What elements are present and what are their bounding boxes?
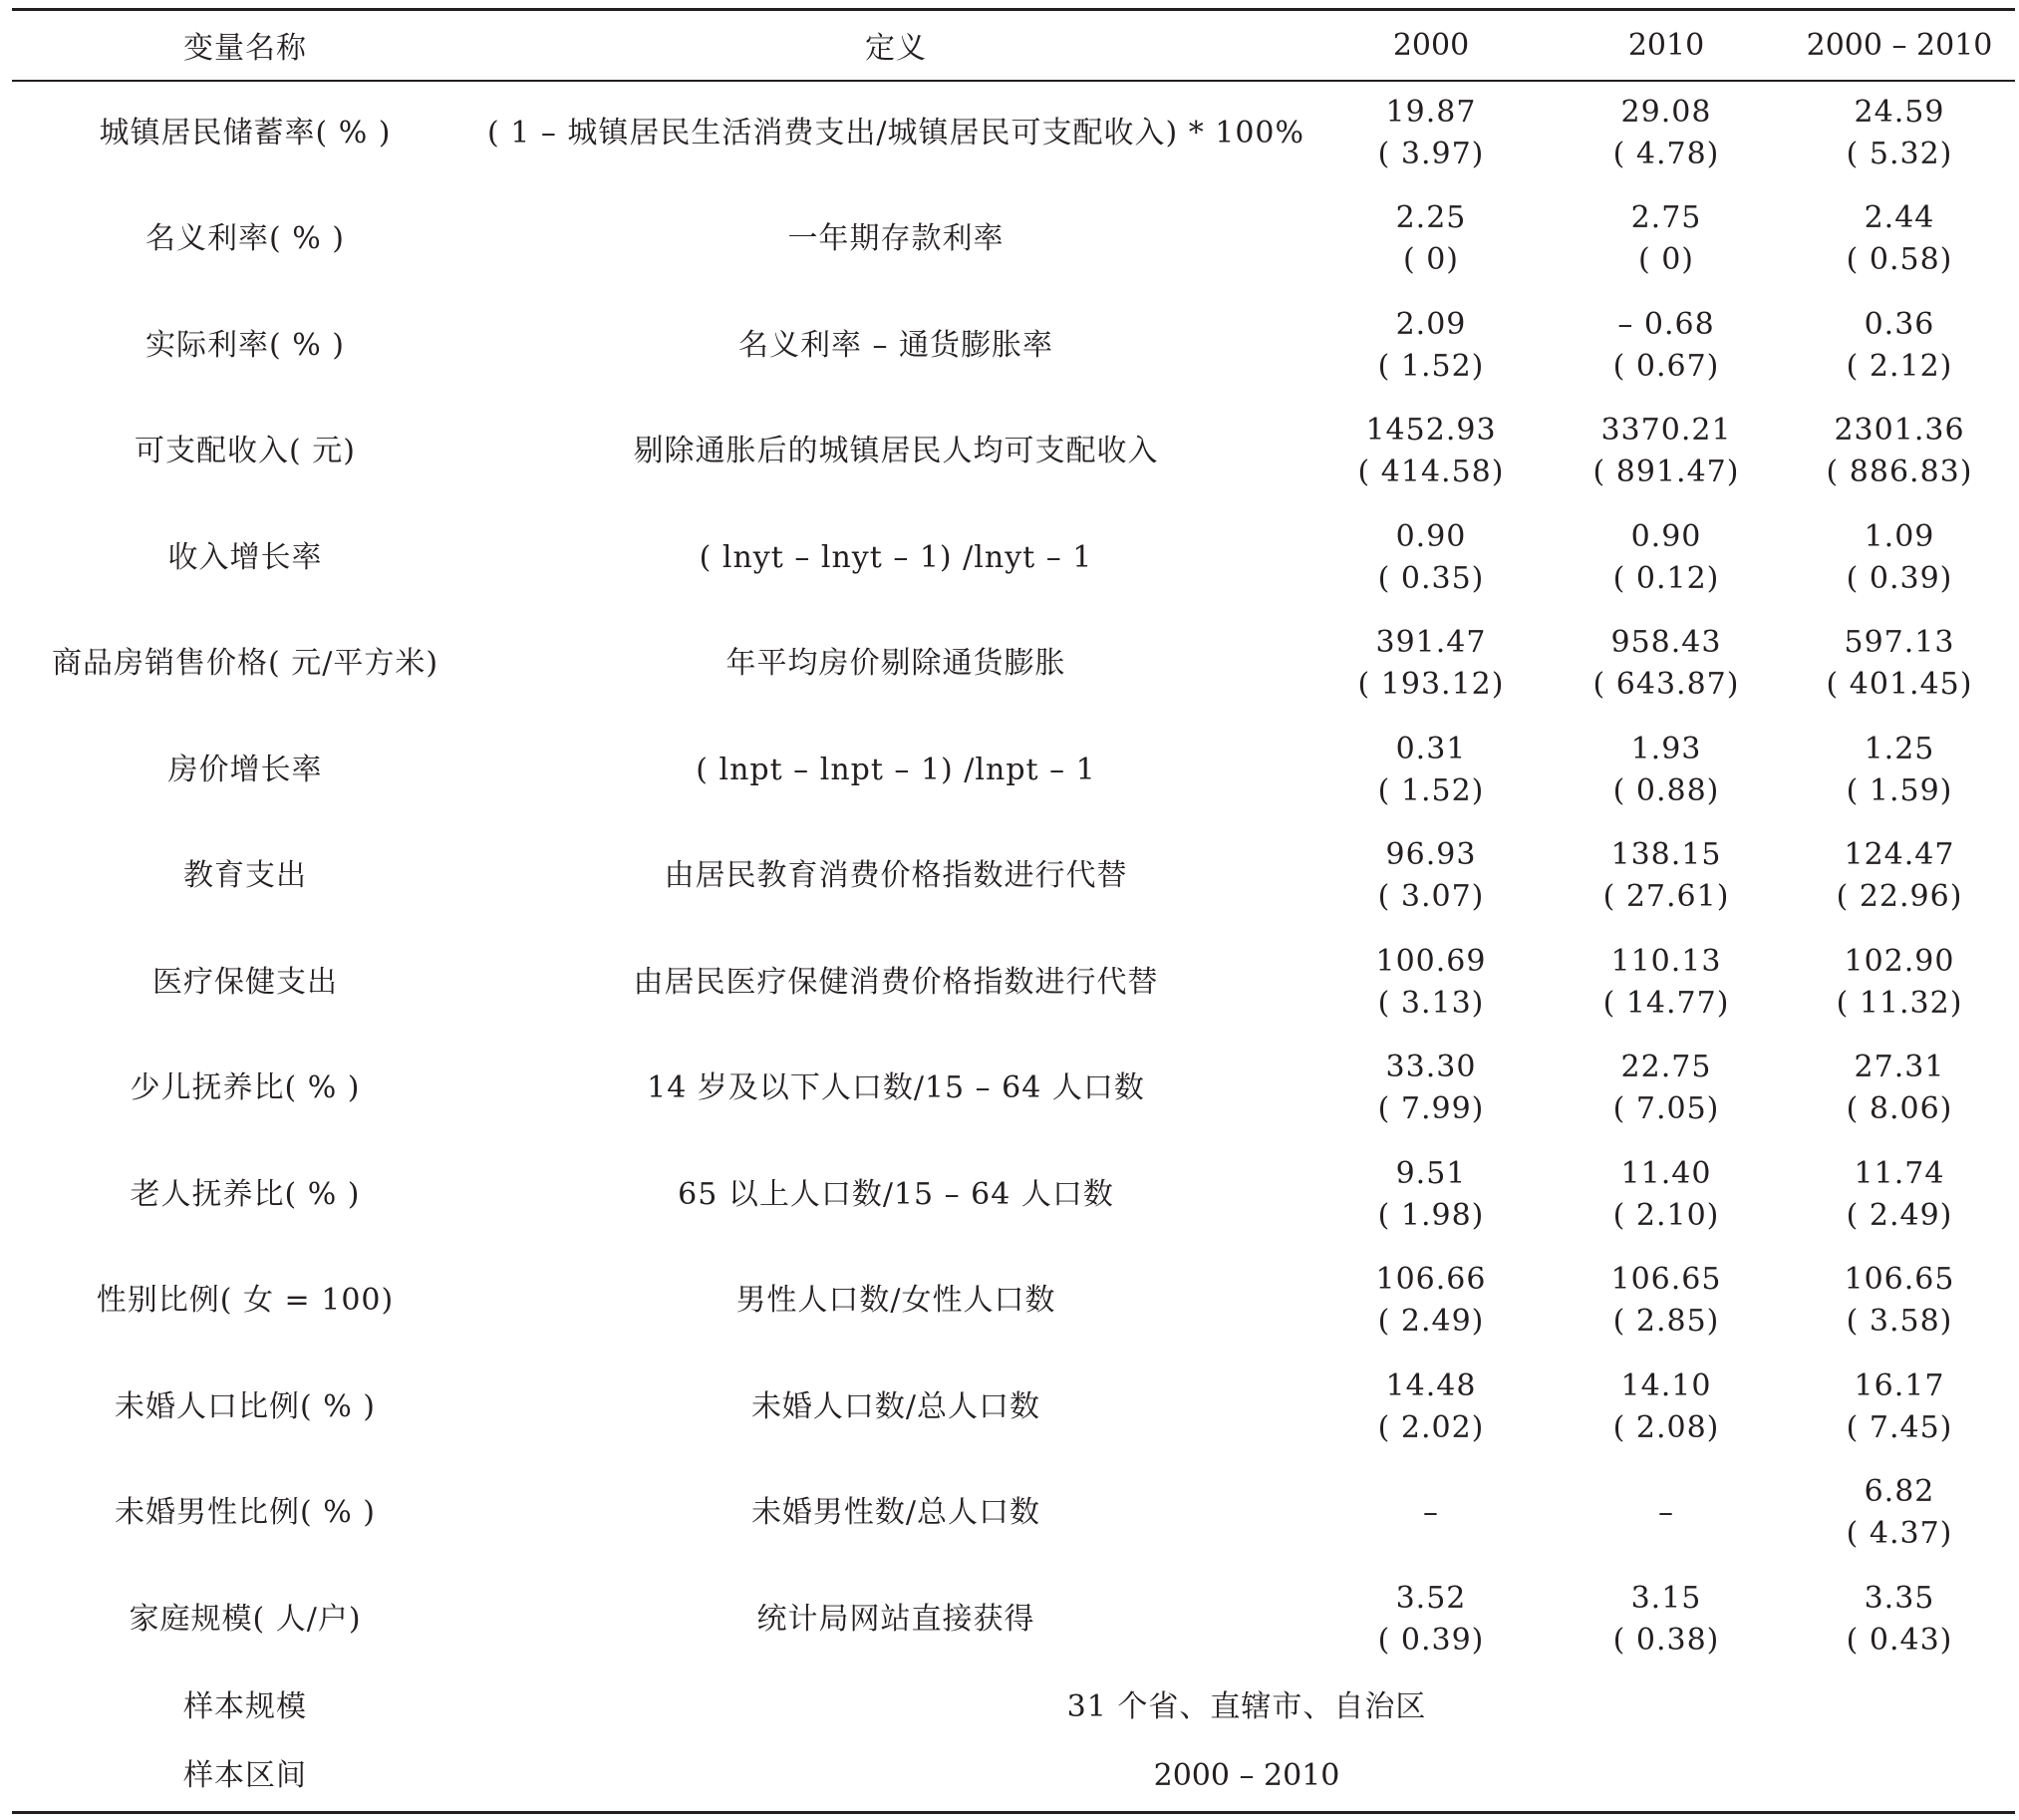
value-2000 [1313, 1355, 1549, 1461]
mean-value: 138.15 [1610, 837, 1722, 873]
std-dev-value: ( 1.52) [1377, 772, 1485, 808]
value-2000-2010 [1784, 1142, 2015, 1249]
mean-value: 1.25 [1864, 731, 1935, 766]
value-2010 [1549, 823, 1784, 930]
value-2010 [1549, 1460, 1784, 1567]
mean-value: 33.30 [1385, 1050, 1477, 1085]
variable-name: 家庭规模( 人/户) [129, 1601, 362, 1637]
mean-value: 124.47 [1844, 837, 1955, 873]
std-dev-value: ( 414.58) [1357, 455, 1505, 490]
value-2000 [1313, 1142, 1549, 1249]
value-2010 [1549, 293, 1784, 400]
std-dev-value: ( 2.10) [1612, 1197, 1720, 1233]
value-2000 [1313, 399, 1549, 505]
value-2010 [1549, 1036, 1784, 1142]
std-dev-value: ( 7.99) [1377, 1091, 1485, 1127]
header-definition: 定义 [478, 10, 1313, 81]
table-row [12, 1567, 2015, 1673]
std-dev-value: ( 3.07) [1377, 879, 1485, 915]
std-dev-value: ( 401.45) [1826, 667, 1973, 703]
std-dev-value: ( 2.12) [1846, 348, 1953, 384]
std-dev-value: ( 0) [1402, 242, 1460, 278]
table-row [12, 1248, 2015, 1355]
value-2000-2010 [1784, 1567, 2015, 1673]
std-dev-value: ( 2.08) [1612, 1409, 1720, 1445]
mean-value: 597.13 [1844, 625, 1955, 661]
std-dev-value: ( 2.02) [1377, 1409, 1485, 1445]
value-2000-2010 [1784, 823, 2015, 930]
mean-value: 2301.36 [1834, 413, 1965, 449]
sample-period-row [12, 1742, 2015, 1812]
value-2010 [1549, 930, 1784, 1037]
mean-value: 106.66 [1375, 1262, 1487, 1298]
std-dev-value: ( 0.39) [1377, 1622, 1485, 1658]
value-2000 [1313, 186, 1549, 293]
table-row [12, 399, 2015, 505]
variable-statistics-table [12, 8, 2015, 1814]
value-2000 [1313, 823, 1549, 930]
value-2000-2010 [1784, 399, 2015, 505]
std-dev-value: ( 1.52) [1377, 348, 1485, 384]
mean-value: 102.90 [1844, 943, 1955, 979]
variable-definition: ( 1 – 城镇居民生活消费支出/城镇居民可支配收入) * 100% [486, 116, 1305, 152]
header-year-2000: 2000 [1313, 10, 1549, 81]
mean-value: 22.75 [1620, 1050, 1712, 1085]
mean-value: 391.47 [1375, 625, 1487, 661]
variable-name: 商品房销售价格( 元/平方米) [51, 646, 439, 682]
mean-value: 110.13 [1610, 943, 1722, 979]
mean-value: 2.25 [1395, 200, 1467, 236]
std-dev-value: ( 0.12) [1612, 560, 1720, 596]
mean-value: 11.40 [1620, 1155, 1712, 1191]
std-dev-value: ( 2.85) [1612, 1304, 1720, 1340]
value-2000-2010 [1784, 611, 2015, 718]
variable-name: 名义利率( % ) [145, 221, 345, 257]
header-variable-name: 变量名称 [12, 10, 478, 81]
mean-value: 9.51 [1395, 1155, 1467, 1191]
value-2000 [1313, 1248, 1549, 1355]
mean-value: 1.93 [1630, 731, 1702, 766]
std-dev-value: ( 0.39) [1846, 560, 1953, 596]
mean-value: – [1423, 1495, 1439, 1531]
variable-name: 可支配收入( 元) [135, 434, 356, 469]
mean-value: 19.87 [1385, 95, 1477, 131]
table-row [12, 1036, 2015, 1142]
mean-value: 2.44 [1864, 200, 1935, 236]
table-row [12, 1142, 2015, 1249]
table-row [12, 718, 2015, 824]
mean-value: 0.90 [1630, 518, 1702, 554]
value-2010 [1549, 399, 1784, 505]
variable-definition: 剔除通胀后的城镇居民人均可支配收入 [633, 434, 1159, 469]
variable-name: 少儿抚养比( % ) [130, 1070, 361, 1106]
mean-value: 14.48 [1385, 1367, 1477, 1403]
value-2000 [1313, 930, 1549, 1037]
value-2010 [1549, 1248, 1784, 1355]
value-2010 [1549, 718, 1784, 824]
std-dev-value: ( 891.47) [1592, 455, 1740, 490]
variable-definition: ( lnpt – lnpt – 1) /lnpt – 1 [696, 752, 1096, 787]
value-2000-2010 [1784, 293, 2015, 400]
value-2000-2010 [1784, 1460, 2015, 1567]
variable-definition: 由居民教育消费价格指数进行代替 [664, 858, 1128, 894]
variable-definition: 65 以上人口数/15 – 64 人口数 [678, 1176, 1114, 1212]
variable-definition: ( lnyt – lnyt – 1) /lnyt – 1 [699, 539, 1093, 575]
mean-value: – 0.68 [1617, 306, 1715, 342]
mean-value: 0.36 [1864, 306, 1935, 342]
value-2010 [1549, 1567, 1784, 1673]
std-dev-value: ( 0.67) [1612, 348, 1720, 384]
variable-name: 教育支出 [183, 858, 307, 894]
mean-value: 106.65 [1844, 1262, 1955, 1298]
table-header [12, 10, 2015, 81]
value-2000 [1313, 505, 1549, 612]
variable-definition: 未婚男性数/总人口数 [750, 1495, 1041, 1531]
header-year-2010: 2010 [1549, 10, 1784, 81]
value-2010 [1549, 81, 1784, 187]
table-row [12, 611, 2015, 718]
std-dev-value: ( 14.77) [1602, 985, 1730, 1021]
mean-value: 958.43 [1610, 625, 1722, 661]
table-row [12, 930, 2015, 1037]
value-2010 [1549, 611, 1784, 718]
table-row [12, 186, 2015, 293]
std-dev-value: ( 7.45) [1846, 1409, 1953, 1445]
value-2000 [1313, 81, 1549, 187]
std-dev-value: ( 0) [1637, 242, 1695, 278]
variable-name: 城镇居民储蓄率( % ) [99, 116, 392, 152]
mean-value: 0.31 [1395, 731, 1467, 766]
value-2010 [1549, 1355, 1784, 1461]
sample-size-row [12, 1672, 2015, 1742]
std-dev-value: ( 0.43) [1846, 1622, 1953, 1658]
mean-value: 0.90 [1395, 518, 1467, 554]
std-dev-value: ( 643.87) [1592, 667, 1740, 703]
header-period-2000-2010: 2000 – 2010 [1784, 10, 2015, 81]
std-dev-value: ( 3.13) [1377, 985, 1485, 1021]
mean-value: 3.15 [1630, 1580, 1702, 1616]
header-row [12, 10, 2015, 81]
variable-definition: 未婚人口数/总人口数 [750, 1388, 1041, 1424]
variable-name: 老人抚养比( % ) [130, 1176, 361, 1212]
mean-value: 106.65 [1610, 1262, 1722, 1298]
mean-value: 3.35 [1864, 1580, 1935, 1616]
mean-value: – [1658, 1495, 1674, 1531]
variable-definition: 一年期存款利率 [787, 221, 1005, 257]
value-2000 [1313, 611, 1549, 718]
std-dev-value: ( 0.58) [1846, 242, 1953, 278]
std-dev-value: ( 8.06) [1846, 1091, 1953, 1127]
variable-definition: 统计局网站直接获得 [756, 1601, 1035, 1637]
std-dev-value: ( 27.61) [1602, 879, 1730, 915]
mean-value: 1.09 [1864, 518, 1935, 554]
std-dev-value: ( 4.78) [1612, 137, 1720, 172]
std-dev-value: ( 4.37) [1846, 1516, 1953, 1552]
sample-size-label: 样本规模 [183, 1689, 307, 1724]
variable-definition: 年平均房价剔除通货膨胀 [725, 646, 1066, 682]
std-dev-value: ( 11.32) [1836, 985, 1963, 1021]
table-row [12, 293, 2015, 400]
std-dev-value: ( 886.83) [1826, 455, 1973, 490]
std-dev-value: ( 0.35) [1377, 560, 1485, 596]
variable-definition: 名义利率 – 通货膨胀率 [737, 327, 1054, 363]
table-row [12, 1355, 2015, 1461]
mean-value: 11.74 [1854, 1155, 1945, 1191]
sample-size-value: 31 个省、直辖市、自治区 [1066, 1689, 1427, 1724]
table-row [12, 505, 2015, 612]
std-dev-value: ( 5.32) [1846, 137, 1953, 172]
mean-value: 1452.93 [1365, 413, 1497, 449]
value-2000 [1313, 1460, 1549, 1567]
std-dev-value: ( 2.49) [1846, 1197, 1953, 1233]
table-row [12, 1460, 2015, 1567]
mean-value: 27.31 [1854, 1050, 1945, 1085]
std-dev-value: ( 3.58) [1846, 1304, 1953, 1340]
mean-value: 29.08 [1620, 95, 1712, 131]
std-dev-value: ( 1.59) [1846, 772, 1953, 808]
std-dev-value: ( 22.96) [1836, 879, 1963, 915]
std-dev-value: ( 0.88) [1612, 772, 1720, 808]
variable-name: 实际利率( % ) [145, 327, 345, 363]
std-dev-value: ( 3.97) [1377, 137, 1485, 172]
value-2000-2010 [1784, 1248, 2015, 1355]
table-row [12, 81, 2015, 187]
mean-value: 2.75 [1630, 200, 1702, 236]
value-2000-2010 [1784, 1036, 2015, 1142]
table-row [12, 823, 2015, 930]
mean-value: 6.82 [1864, 1474, 1935, 1510]
value-2000 [1313, 1567, 1549, 1673]
value-2000-2010 [1784, 1355, 2015, 1461]
variable-definition: 14 岁及以下人口数/15 – 64 人口数 [647, 1070, 1145, 1106]
variable-definition: 男性人口数/女性人口数 [735, 1283, 1056, 1319]
value-2000-2010 [1784, 81, 2015, 187]
variable-name: 性别比例( 女 = 100) [96, 1283, 395, 1319]
std-dev-value: ( 193.12) [1357, 667, 1505, 703]
value-2010 [1549, 1142, 1784, 1249]
variable-definition: 由居民医疗保健消费价格指数进行代替 [633, 964, 1159, 1000]
mean-value: 16.17 [1854, 1367, 1945, 1403]
mean-value: 96.93 [1385, 837, 1477, 873]
value-2000 [1313, 293, 1549, 400]
variable-name: 未婚男性比例( % ) [115, 1495, 376, 1531]
value-2000-2010 [1784, 930, 2015, 1037]
value-2000-2010 [1784, 186, 2015, 293]
sample-period-label: 样本区间 [12, 1742, 478, 1812]
variable-name: 收入增长率 [167, 539, 323, 575]
mean-value: 24.59 [1854, 95, 1945, 131]
std-dev-value: ( 0.38) [1612, 1622, 1720, 1658]
mean-value: 3370.21 [1600, 413, 1732, 449]
mean-value: 14.10 [1620, 1367, 1712, 1403]
value-2010 [1549, 505, 1784, 612]
std-dev-value: ( 1.98) [1377, 1197, 1485, 1233]
value-2000-2010 [1784, 505, 2015, 612]
variable-name: 未婚人口比例( % ) [115, 1388, 376, 1424]
std-dev-value: ( 2.49) [1377, 1304, 1485, 1340]
variable-name: 医疗保健支出 [152, 964, 338, 1000]
value-2000 [1313, 1036, 1549, 1142]
table-body [12, 81, 2015, 1813]
mean-value: 3.52 [1395, 1580, 1467, 1616]
mean-value: 2.09 [1395, 306, 1467, 342]
value-2000 [1313, 718, 1549, 824]
value-2010 [1549, 186, 1784, 293]
std-dev-value: ( 7.05) [1612, 1091, 1720, 1127]
value-2000-2010 [1784, 718, 2015, 824]
sample-period-value: 2000 – 2010 [478, 1742, 2015, 1812]
variable-name: 房价增长率 [167, 752, 323, 787]
mean-value: 100.69 [1375, 943, 1487, 979]
